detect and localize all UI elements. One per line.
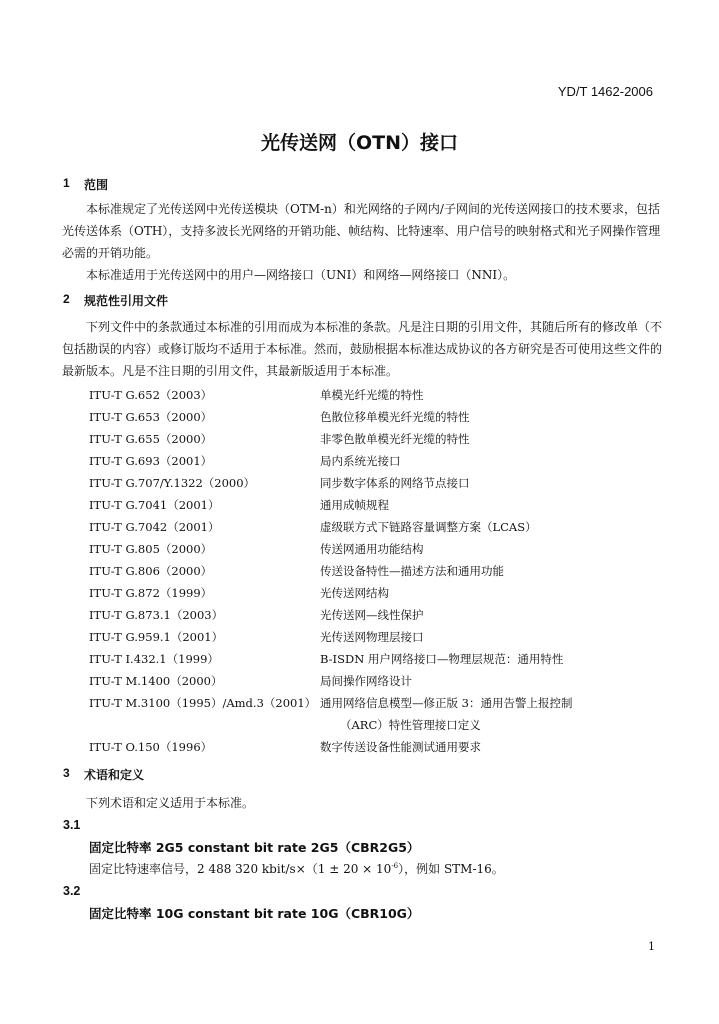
- reference-name: 局间操作网络设计: [320, 674, 412, 688]
- reference-id: ITU-T G.653（2000）: [89, 410, 213, 424]
- term-name: 固定比特率 2G5 constant bit rate 2G5（CBR2G5）: [89, 840, 420, 855]
- document-title: 光传送网（OTN）接口: [260, 132, 458, 154]
- standard-number: YD/T 1462-2006: [557, 84, 653, 99]
- reference-id: ITU-T G.806（2000）: [89, 564, 213, 578]
- reference-name: 数字传送设备性能测试通用要求: [320, 740, 481, 754]
- reference-name-continued: （ARC）特性管理接口定义: [340, 718, 481, 732]
- reference-id: ITU-T G.707/Y.1322（2000）: [89, 476, 256, 490]
- reference-id: ITU-T G.7042（2001）: [89, 520, 220, 534]
- reference-name: 单模光纤光缆的特性: [320, 388, 424, 402]
- paragraph: 本标准适用于光传送网中的用户—网络接口（UNI）和网络—网络接口（NNI）。: [86, 268, 516, 282]
- reference-name: 通用网络信息模型—修正版 3：通用告警上报控制: [320, 696, 573, 710]
- section-number: 1: [63, 176, 70, 190]
- reference-id: ITU-T G.805（2000）: [89, 542, 213, 556]
- section-title: 范围: [84, 178, 109, 192]
- page-number: 1: [648, 940, 655, 953]
- reference-id: ITU-T G.959.1（2001）: [89, 630, 224, 644]
- reference-id: ITU-T M.1400（2000）: [89, 674, 223, 688]
- term-number: 3.1: [63, 818, 81, 832]
- reference-id: ITU-T G.7041（2001）: [89, 498, 220, 512]
- reference-name: 传送网通用功能结构: [320, 542, 424, 556]
- section-title: 规范性引用文件: [84, 294, 169, 308]
- reference-id: ITU-T M.3100（1995）/Amd.3（2001）: [89, 696, 317, 710]
- reference-name: 同步数字体系的网络节点接口: [320, 476, 470, 490]
- reference-id: ITU-T G.655（2000）: [89, 432, 213, 446]
- reference-name: 非零色散单模光纤光缆的特性: [320, 432, 470, 446]
- section-title: 术语和定义: [84, 768, 145, 782]
- reference-id: ITU-T G.873.1（2003）: [89, 608, 224, 622]
- reference-name: B-ISDN 用户网络接口—物理层规范：通用特性: [320, 652, 564, 666]
- reference-name: 局内系统光接口: [320, 454, 401, 468]
- term-number: 3.2: [63, 884, 81, 898]
- reference-name: 虚级联方式下链路容量调整方案（LCAS）: [320, 520, 537, 534]
- reference-id: ITU-T G.652（2003）: [89, 388, 213, 402]
- term-definition: 固定比特速率信号，2 488 320 kbit/s×（1 ± $20 \times 10^{-6}$），例如 STM-16。: [89, 862, 504, 876]
- term-name: 固定比特率 10G constant bit rate 10G（CBR10G）: [89, 906, 420, 921]
- reference-name: 光传送网物理层接口: [320, 630, 424, 644]
- paragraph: 本标准规定了光传送网中光传送模块（OTM-n）和光网络的子网内/子网间的光传送网接口的技术要求，包括光传送体系（OTH），支持多波长光网络的开销功能、帧结构、比特速率、用户信号的映射格式和光子网操作管理必需的开销功能。: [62, 202, 661, 260]
- reference-id: ITU-T O.150（1996）: [89, 740, 213, 754]
- reference-name: 光传送网结构: [320, 586, 389, 600]
- paragraph: 下列术语和定义适用于本标准。: [86, 796, 255, 810]
- reference-id: ITU-T I.432.1（1999）: [89, 652, 219, 666]
- reference-id: ITU-T G.872（1999）: [89, 586, 213, 600]
- reference-name: 光传送网—线性保护: [320, 608, 424, 622]
- paragraph: 下列文件中的条款通过本标准的引用而成为本标准的条款。凡是注日期的引用文件，其随后所有的修改单（不包括勘误的内容）或修订版均不适用于本标准。然而，鼓励根据本标准达成协议的各方研究是否可使用这些文件的最新版本。凡是不注日期的引用文件，其最新版适用于本标准。: [62, 320, 663, 378]
- section-number: 3: [63, 766, 70, 780]
- reference-id: ITU-T G.693（2001）: [89, 454, 213, 468]
- reference-name: 色散位移单模光纤光缆的特性: [320, 410, 470, 424]
- section-number: 2: [63, 292, 70, 306]
- reference-name: 通用成帧规程: [320, 498, 389, 512]
- reference-name: 传送设备特性—描述方法和通用功能: [320, 564, 504, 578]
